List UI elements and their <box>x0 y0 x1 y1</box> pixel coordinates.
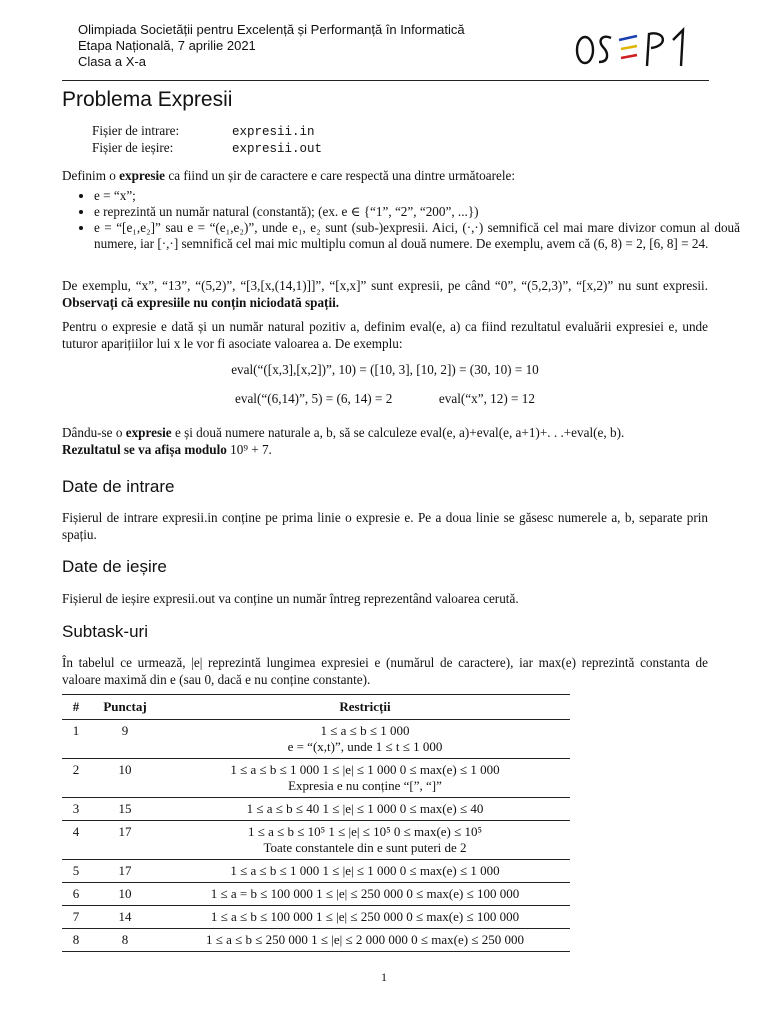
task-paragraph <box>62 424 708 458</box>
restriction-line-2: Expresia e nu conține “[”, “]” <box>288 778 442 793</box>
formula-3: eval(“x”, 12) = 12 <box>438 391 535 406</box>
formula-1: eval(“([x,3],[x,2])”, 10) = ([10, 3], [10, 2]) = (30, 10) = 10 <box>231 362 539 377</box>
intro-term: expresie <box>119 168 166 183</box>
subtask-points: 9 <box>90 720 160 759</box>
header-rule <box>62 80 709 81</box>
no-spaces-note: Observați că expresiile nu conțin niciodată spații. <box>62 295 340 310</box>
intro-text-c: ca fiind un șir de caractere e care respectă una dintre următoarele: <box>168 168 516 183</box>
output-section-text: Fișierul de ieșire expresii.out va conține un număr întreg reprezentând valoarea cerută. <box>62 591 519 606</box>
page-header <box>78 22 465 70</box>
formula-2: eval(“(6,14)”, 5) = (6, 14) = 2 <box>235 391 393 406</box>
subtask-points: 15 <box>90 798 160 821</box>
examples-text: De exemplu, “x”, “13”, “(5,2)”, “[3,[x,(14,1)]]”, “[x,x]” sunt expresii, pe când “0”, “(5,2,3)”, “[x,2)” nu sunt expresii. <box>62 278 708 293</box>
subtask-restrictions: 1 ≤ a ≤ b ≤ 100 000 1 ≤ |e| ≤ 250 000 0 ≤ max(e) ≤ 100 000 <box>160 906 570 929</box>
modulo-value: 10⁹ + 7. <box>230 442 272 457</box>
subtask-number: 6 <box>62 883 90 906</box>
output-section-title: Date de ieșire <box>62 557 167 576</box>
restriction-line-2: e = “(x,t)”, unde 1 ≤ t ≤ 1 000 <box>287 739 443 754</box>
subtasks-table <box>62 694 570 952</box>
subtask-points: 14 <box>90 906 160 929</box>
formula-row-2 <box>62 391 708 407</box>
page-number: 1 <box>381 970 387 984</box>
io-files <box>92 123 322 157</box>
table-row <box>62 929 570 952</box>
subtasks-intro: În tabelul ce urmează, |e| reprezintă lungimea expresiei e (numărul de caractere), iar max(e) reprezintă constanta de valoare maximă din e (sau 0, dacă e nu conține constante). <box>62 655 708 687</box>
examples-paragraph <box>62 277 708 311</box>
restriction-line-1: 1 ≤ a ≤ b ≤ 1 000 1 ≤ |e| ≤ 1 000 0 ≤ max(e) ≤ 1 000 <box>230 762 500 777</box>
subtask-number: 7 <box>62 906 90 929</box>
definition-list <box>62 188 740 252</box>
subtask-restrictions <box>160 821 570 860</box>
table-row <box>62 720 570 759</box>
header-class: Clasa a X-a <box>78 54 146 69</box>
definition-intro <box>62 167 708 184</box>
subtask-restrictions: 1 ≤ a ≤ b ≤ 40 1 ≤ |e| ≤ 1 000 0 ≤ max(e) ≤ 40 <box>160 798 570 821</box>
table-row <box>62 821 570 860</box>
header-stage: Etapa Națională, 7 aprilie 2021 <box>78 38 256 53</box>
input-file-name: expresii.in <box>232 125 315 139</box>
restriction-line-1: 1 ≤ a ≤ b ≤ 10⁵ 1 ≤ |e| ≤ 10⁵ 0 ≤ max(e) ≤ 10⁵ <box>247 824 483 839</box>
table-row <box>62 883 570 906</box>
table-row <box>62 759 570 798</box>
subtask-number: 4 <box>62 821 90 860</box>
subtask-number: 5 <box>62 860 90 883</box>
subtask-points: 8 <box>90 929 160 952</box>
header-olympiad: Olimpiada Societății pentru Excelență și Performanță în Informatică <box>78 22 465 37</box>
problem-title: Problema Expresii <box>62 88 233 111</box>
table-header-row <box>62 695 570 720</box>
eval-paragraph: Pentru o expresie e dată și un număr natural pozitiv a, definim eval(e, a) ca fiind rezultatul evaluării expresiei e, unde tuturor aparițiilor lui x le vor fi asociate valoarea a. De exemplu: <box>62 319 708 351</box>
table-row <box>62 860 570 883</box>
subtask-restrictions <box>160 720 570 759</box>
task-text-a: Dându-se o <box>62 425 123 440</box>
input-file-label: Fișier de intrare: <box>92 123 180 138</box>
table-row <box>62 906 570 929</box>
col-header-points: Punctaj <box>90 695 160 720</box>
list-item: • e reprezintă un număr natural (constantă); (ex. e ∈ {“1”, “2”, “200”, ...}) <box>94 204 740 220</box>
subtask-number: 8 <box>62 929 90 952</box>
output-file-name: expresii.out <box>232 142 323 156</box>
subtask-number: 1 <box>62 720 90 759</box>
modulo-note: Rezultatul se va afișa modulo <box>62 442 227 457</box>
subtask-restrictions: 1 ≤ a = b ≤ 100 000 1 ≤ |e| ≤ 250 000 0 ≤ max(e) ≤ 100 000 <box>160 883 570 906</box>
col-header-number: # <box>62 695 90 720</box>
input-section-title: Date de intrare <box>62 477 175 496</box>
subtask-number: 2 <box>62 759 90 798</box>
col-header-restrictions: Restricții <box>160 695 570 720</box>
list-item: • e = “[e₁,e₂]” sau e = “(e₁,e₂)”, unde e₁, e₂ sunt (sub-)expresii. Aici, (·,·) semnifică cel mai mare divizor comun al două numere, iar [·,·] semnifică cel mai mic multiplu comun al două numere. De exemplu, avem că (6, 8) = 2, [6, 8] = 24. <box>94 220 740 252</box>
subtask-points: 17 <box>90 821 160 860</box>
subtask-points: 17 <box>90 860 160 883</box>
subtask-points: 10 <box>90 759 160 798</box>
intro-text-a: Definim o <box>62 168 116 183</box>
output-file-label: Fișier de ieșire: <box>92 140 174 155</box>
task-term: expresie <box>125 425 172 440</box>
input-section-text: Fișierul de intrare expresii.in conține pe prima linie o expresie e. Pe a doua linie se găsesc numerele a, b, separate prin spațiu. <box>62 510 708 542</box>
restriction-line-1: 1 ≤ a ≤ b ≤ 1 000 <box>320 723 410 738</box>
restriction-line-2: Toate constantele din e sunt puteri de 2 <box>263 840 467 855</box>
subtasks-section-title: Subtask-uri <box>62 622 148 641</box>
table-row <box>62 798 570 821</box>
subtask-restrictions: 1 ≤ a ≤ b ≤ 250 000 1 ≤ |e| ≤ 2 000 000 0 ≤ max(e) ≤ 250 000 <box>160 929 570 952</box>
list-item: • e = “x”; <box>94 188 740 204</box>
subtask-number: 3 <box>62 798 90 821</box>
subtask-restrictions: 1 ≤ a ≤ b ≤ 1 000 1 ≤ |e| ≤ 1 000 0 ≤ max(e) ≤ 1 000 <box>160 860 570 883</box>
osepi-logo <box>575 20 695 72</box>
subtask-points: 10 <box>90 883 160 906</box>
subtask-restrictions <box>160 759 570 798</box>
task-text-c: e și două numere naturale a, b, să se calculeze eval(e, a)+eval(e, a+1)+. . .+eval(e, b). <box>174 425 625 440</box>
